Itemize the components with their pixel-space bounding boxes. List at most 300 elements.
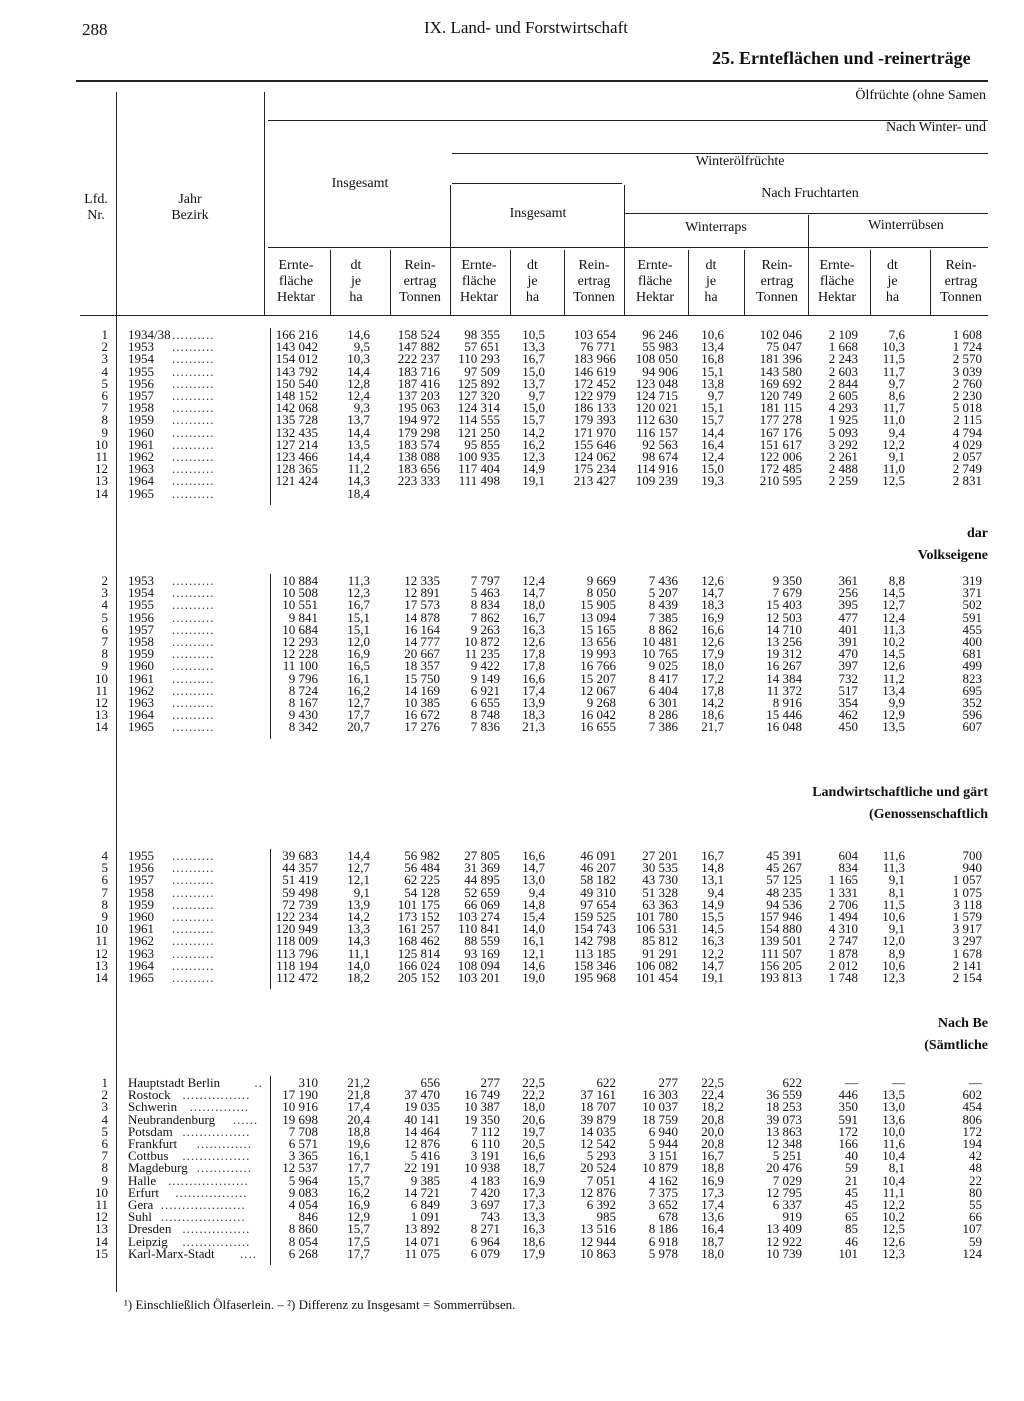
table-cell: 12,6 [701,573,724,588]
row-label: 1956 [128,860,154,876]
table-cell: 15,1 [347,609,370,625]
table-cell: 137 203 [397,388,440,403]
table-cell: — [892,1075,905,1090]
table-cell: 16 048 [766,719,802,735]
table-cell: 1 668 [828,339,858,355]
row-label: 1959 [128,646,154,662]
table-cell: 20,8 [701,1136,724,1151]
leader-dots: .......... [172,670,215,686]
table-cell: 59 [845,1160,858,1176]
table-cell: 15 905 [580,597,616,613]
table-cell: 12,4 [347,388,370,403]
header-nach-fruchtarten: Nach Fruchtarten [761,186,859,201]
row-label: 1955 [128,848,154,863]
table-cell: 7,6 [888,327,905,342]
table-cell: 147 882 [397,339,440,355]
table-cell: 14,2 [522,424,545,440]
table-cell: 13 094 [580,609,616,625]
table-cell: 18,0 [522,1099,545,1115]
table-cell: 175 234 [573,461,616,477]
table-cell: 58 182 [580,872,616,888]
table-cell: 16,4 [701,436,724,452]
column-header: Rein- ertrag Tonnen [940,258,982,305]
table-cell: 55 983 [642,339,678,355]
table-cell: 13 656 [580,634,616,649]
table-cell: 94 536 [766,896,802,912]
table-cell: 8 271 [470,1221,500,1237]
table-cell: 16,9 [522,1172,545,1188]
table-cell: 8 860 [288,1221,318,1237]
table-cell: 6 392 [586,1197,616,1212]
leader-dots: .... [240,1245,257,1261]
table-cell: 9 350 [772,573,802,588]
table-cell: 14,7 [701,957,724,973]
table-cell: 8 439 [648,597,678,613]
table-cell: 43 730 [642,872,678,888]
table-cell: 10 879 [642,1160,678,1176]
table-cell: 5 251 [772,1148,802,1164]
table-cell: 16,2 [347,682,370,698]
table-cell: 9,1 [888,872,905,888]
table-row [0,971,1024,984]
table-cell: 5 207 [648,585,678,601]
header-oelfruechte: Ölfrüchte (ohne Samen [855,88,986,103]
leader-dots: .......... [172,424,215,440]
table-cell: 18,4 [347,485,370,501]
table-cell: 213 427 [573,473,616,489]
table-cell: 14,6 [522,957,545,973]
table-cell: 604 [838,848,858,863]
table-cell: 45 391 [766,848,802,863]
table-cell: 11,3 [882,621,905,637]
table-cell: 183 574 [397,436,440,452]
table-cell: 3 917 [952,921,982,937]
table-cell: 94 906 [642,363,678,379]
table-cell: 18 707 [580,1099,616,1115]
table-cell: 18,0 [701,658,724,674]
table-cell: 681 [962,646,982,662]
table-cell: 195 063 [397,400,440,416]
table-cell: 106 082 [635,957,678,973]
table-cell: 15,7 [347,1221,370,1237]
table-cell: 9 669 [586,573,616,588]
table-cell: 20,0 [701,1123,724,1139]
table-cell: 14,3 [347,933,370,949]
table-cell: 823 [962,670,982,686]
table-cell: 6 337 [772,1197,802,1212]
table-row [0,1247,1024,1260]
table-cell: 31 369 [464,860,500,876]
table-cell: 19 035 [404,1099,440,1115]
table-cell: 17,9 [522,1245,545,1261]
row-number: 5 [101,375,108,391]
leader-dots: .......... [172,375,215,391]
table-cell: 16,7 [522,351,545,367]
table-cell: 194 [962,1136,982,1151]
table-cell: 17,4 [522,682,545,698]
table-cell: 17,2 [701,670,724,686]
table-row [0,1186,1024,1199]
table-cell: 361 [838,573,858,588]
table-cell: 111 507 [760,945,802,961]
table-cell: 1 678 [952,945,982,961]
table-cell: 169 692 [759,375,802,391]
table-cell: 17,7 [347,707,370,723]
column-divider [688,250,689,316]
table-cell: 16,1 [522,933,545,949]
table-cell: 17,4 [347,1099,370,1115]
table-cell: 7 051 [586,1172,616,1188]
row-label: 1963 [128,461,154,477]
row-label: 1958 [128,400,154,416]
leader-dots: ................ [182,1233,251,1249]
table-cell: 46 091 [580,848,616,863]
table-cell: 18 253 [766,1099,802,1115]
table-cell: 2 057 [952,449,982,464]
table-cell: 14,3 [347,473,370,489]
table-cell: 12,4 [701,449,724,464]
leader-dots: .......... [172,695,215,710]
table-cell: 19 698 [282,1111,318,1127]
table-cell: 55 [969,1197,982,1212]
table-cell: 127 320 [457,388,500,403]
table-cell: 18,0 [522,597,545,613]
table-cell: 7 797 [470,573,500,588]
table-cell: 109 239 [635,473,678,489]
row-number: 11 [95,1197,108,1212]
table-cell: 11,0 [882,412,905,428]
table-cell: 9 841 [288,609,318,625]
table-cell: 63 363 [642,896,678,912]
row-number: 12 [95,945,108,961]
row-number: 6 [101,621,108,637]
table-cell: 9 263 [470,621,500,637]
table-cell: 116 157 [636,424,678,440]
table-cell: 9 149 [470,670,500,686]
table-cell: 127 214 [275,436,318,452]
table-cell: 6 921 [470,682,500,698]
table-cell: 172 452 [573,375,616,391]
row-number: 13 [95,1221,108,1237]
table-cell: 607 [962,719,982,735]
column-header: dt je ha [525,258,540,305]
table-cell: 6 404 [648,682,678,698]
row-label: 1961 [128,436,154,452]
table-cell: 10,6 [882,909,905,924]
table-cell: 8 916 [772,695,802,710]
table-cell: 103 201 [457,970,500,985]
table-cell: 9,5 [353,339,370,355]
row-label: 1964 [128,473,154,489]
table-cell: 1 091 [410,1209,440,1225]
table-cell: 846 [298,1209,318,1225]
table-cell: 161 257 [397,921,440,937]
table-cell: 18 759 [642,1111,678,1127]
table-cell: 40 141 [404,1111,440,1127]
table-cell: 10,4 [882,1148,905,1164]
table-cell: 9,4 [528,884,545,900]
table-cell: 6 110 [471,1136,500,1151]
leader-dots: .......... [172,872,215,888]
table-cell: 27 805 [464,848,500,863]
table-cell: 122 006 [759,449,802,464]
table-cell: 19 312 [766,646,802,662]
table-cell: 9 430 [288,707,318,723]
table-cell: 454 [962,1099,982,1115]
table-cell: 13,7 [522,375,545,391]
table-cell: 39 879 [580,1111,616,1127]
row-number: 13 [95,707,108,723]
table-cell: 16,9 [701,609,724,625]
table-cell: 12,1 [522,945,545,961]
row-number: 4 [101,597,108,613]
table-cell: 65 [845,1209,858,1225]
table-cell: 11,7 [882,363,905,379]
table-cell: 12 293 [282,634,318,649]
row-label: Cottbus [128,1148,169,1164]
table-cell: 8 834 [470,597,500,613]
table-cell: 2 488 [828,461,858,477]
table-cell: 102 046 [759,327,802,342]
row-number: 2 [101,573,108,588]
table-cell: 16,9 [347,1197,370,1212]
row-number: 9 [101,658,108,674]
table-cell: 19,3 [701,473,724,489]
table-cell: 10,3 [882,339,905,355]
table-cell: 19,7 [522,1123,545,1139]
table-cell: 10 387 [464,1099,500,1115]
leader-dots: .......... [172,400,215,416]
table-cell: 17,7 [347,1245,370,1261]
row-label: Erfurt [128,1184,160,1200]
table-cell: 9,1 [353,884,370,900]
table-cell: 18 357 [404,658,440,674]
table-cell: 172 [838,1123,858,1139]
table-cell: 9 083 [288,1184,318,1200]
table-cell: 2 243 [828,351,858,367]
table-cell: 123 048 [635,375,678,391]
column-divider [510,250,511,316]
table-cell: 1 608 [952,327,982,342]
row-label: 1954 [128,351,154,367]
table-cell: 517 [838,682,858,698]
table-cell: 21,7 [701,719,724,735]
table-cell: 45 267 [766,860,802,876]
table-cell: 168 462 [397,933,440,949]
table-cell: 9,7 [528,388,545,403]
table-cell: 101 175 [397,896,440,912]
table-cell: 16,6 [522,848,545,863]
table-cell: 14,2 [701,695,724,710]
table-cell: 13 256 [766,634,802,649]
table-cell: 3 191 [470,1148,500,1164]
row-number: 5 [101,609,108,625]
table-cell: 502 [962,597,982,613]
table-cell: 16,3 [522,621,545,637]
table-cell: 11 100 [282,658,318,674]
table-cell: 12,7 [347,860,370,876]
table-cell: 120 949 [275,921,318,937]
table-cell: 477 [838,609,858,625]
leader-dots: .......... [172,957,215,973]
table-cell: 20,4 [347,1111,370,1127]
table-cell: 124 [962,1245,982,1261]
section-title: Landwirtschaftliche und gärt [812,785,988,800]
table-cell: 2 154 [952,970,982,985]
leader-dots: .......... [172,449,215,464]
column-header: dt je ha [704,258,718,305]
table-cell: 117 404 [458,461,500,477]
table-cell: 98 674 [642,449,678,464]
row-label: 1963 [128,945,154,961]
table-cell: 18,7 [701,1233,724,1249]
leader-dots: .......... [172,909,215,924]
table-cell: 12,3 [882,970,905,985]
table-cell: 12,9 [882,707,905,723]
table-cell: 4 310 [828,921,858,937]
table-cell: 1 878 [828,945,858,961]
table-cell: 91 291 [642,945,678,961]
table-cell: 1 748 [828,970,858,985]
table-cell: 54 128 [404,884,440,900]
table-cell: 154 880 [759,921,802,937]
table-cell: 591 [838,1111,858,1127]
leader-dots: ................. [175,1184,248,1200]
table-cell: 14,7 [701,585,724,601]
table-cell: 19,1 [522,473,545,489]
table-cell: 11,6 [882,848,905,863]
table-cell: 114 916 [636,461,678,477]
table-cell: 15,0 [522,400,545,416]
header-insgesamt: Insgesamt [331,176,389,191]
table-cell: 173 152 [397,909,440,924]
table-cell: 10 884 [282,573,318,588]
leader-dots: .......... [172,933,215,949]
table-cell: 37 161 [580,1087,616,1103]
row-label: 1961 [128,921,154,937]
table-cell: 155 646 [573,436,616,452]
leader-dots: ................ [182,1087,251,1103]
table-cell: 11,7 [882,400,905,416]
table-cell: 12,0 [882,933,905,949]
row-number: 5 [101,860,108,876]
table-cell: 19,0 [522,970,545,985]
table-cell: 11,1 [347,945,370,961]
table-cell: 18,0 [701,1245,724,1261]
row-label: Neubrandenburg [128,1111,216,1127]
row-number: 8 [101,412,108,428]
table-cell: 172 [962,1123,982,1139]
row-number: 2 [101,1087,108,1103]
table-cell: 88 559 [464,933,500,949]
row-label: 1955 [128,597,154,613]
leader-dots: .......... [172,707,215,723]
row-label: 1957 [128,872,154,888]
header-insgesamt-winter: Insgesamt [509,206,567,221]
row-label: Gera [128,1197,154,1212]
table-cell: 446 [838,1087,858,1103]
row-number: 9 [101,909,108,924]
table-cell: 9 268 [586,695,616,710]
table-cell: 154 743 [573,921,616,937]
table-cell: 9,4 [888,424,905,440]
table-cell: 6 301 [648,695,678,710]
table-cell: 124 314 [457,400,500,416]
table-cell: 11,3 [882,860,905,876]
table-cell: 1 075 [952,884,982,900]
table-cell: 2 012 [828,957,858,973]
column-header: Rein- ertrag Tonnen [399,258,441,305]
table-cell: 14,4 [347,449,370,464]
table-cell: 985 [596,1209,616,1225]
table-cell: 12 335 [404,573,440,588]
table-cell: 2 747 [828,933,858,949]
table-cell: 142 798 [573,933,616,949]
leader-dots: .......... [172,388,215,403]
table-cell: 107 [962,1221,982,1237]
leader-dots: .......... [172,609,215,625]
table-cell: 21,3 [522,719,545,735]
table-cell: 18,3 [701,597,724,613]
table-cell: 15,0 [522,363,545,379]
table-cell: 2 230 [952,388,982,403]
table-cell: 656 [420,1075,440,1090]
row-label: Halle [128,1172,157,1188]
table-cell: 14,8 [701,860,724,876]
table-cell: 11 372 [766,682,802,698]
footnote: ¹) Einschließlich Ölfaserlein. – ²) Differenz zu Insgesamt = Sommerrübsen. [124,1297,516,1312]
table-cell: 120 749 [759,388,802,403]
row-number: 12 [95,1209,108,1225]
leader-dots: ............. [196,1160,253,1176]
table-cell: 12 228 [282,646,318,662]
leader-dots: .......... [172,634,215,649]
table-cell: 46 207 [580,860,616,876]
table-cell: 12 876 [580,1184,616,1200]
table-cell: 95 855 [464,436,500,452]
table-cell: 1 724 [952,339,982,355]
leader-dots: .......... [172,719,215,735]
table-cell: 9,7 [707,388,724,403]
table-cell: 16 267 [766,658,802,674]
table-cell: 205 152 [397,970,440,985]
column-divider [390,250,391,316]
table-cell: 10,2 [882,1209,905,1225]
table-cell: 14 721 [404,1184,440,1200]
row-number: 2 [101,339,108,355]
table-title: 25. Ernteflächen und -reinerträge [712,48,971,68]
row-number: 9 [101,424,108,440]
table-cell: 1 494 [828,909,858,924]
row-number: 12 [95,695,108,710]
table-cell: 2 115 [953,412,982,428]
table-cell: 157 946 [759,909,802,924]
table-cell: 125 814 [397,945,440,961]
table-cell: 17 190 [282,1087,318,1103]
leader-dots: .. [254,1075,263,1090]
table-cell: 5 093 [828,424,858,440]
table-cell: 20,8 [701,1111,724,1127]
table-cell: 499 [962,658,982,674]
table-cell: 121 250 [457,424,500,440]
row-number: 6 [101,872,108,888]
table-cell: 354 [838,695,858,710]
row-label: Karl-Marx-Stadt [128,1245,215,1261]
row-label: 1964 [128,957,154,973]
column-divider [564,250,565,316]
column-divider [330,250,331,316]
table-cell: 6 940 [648,1123,678,1139]
